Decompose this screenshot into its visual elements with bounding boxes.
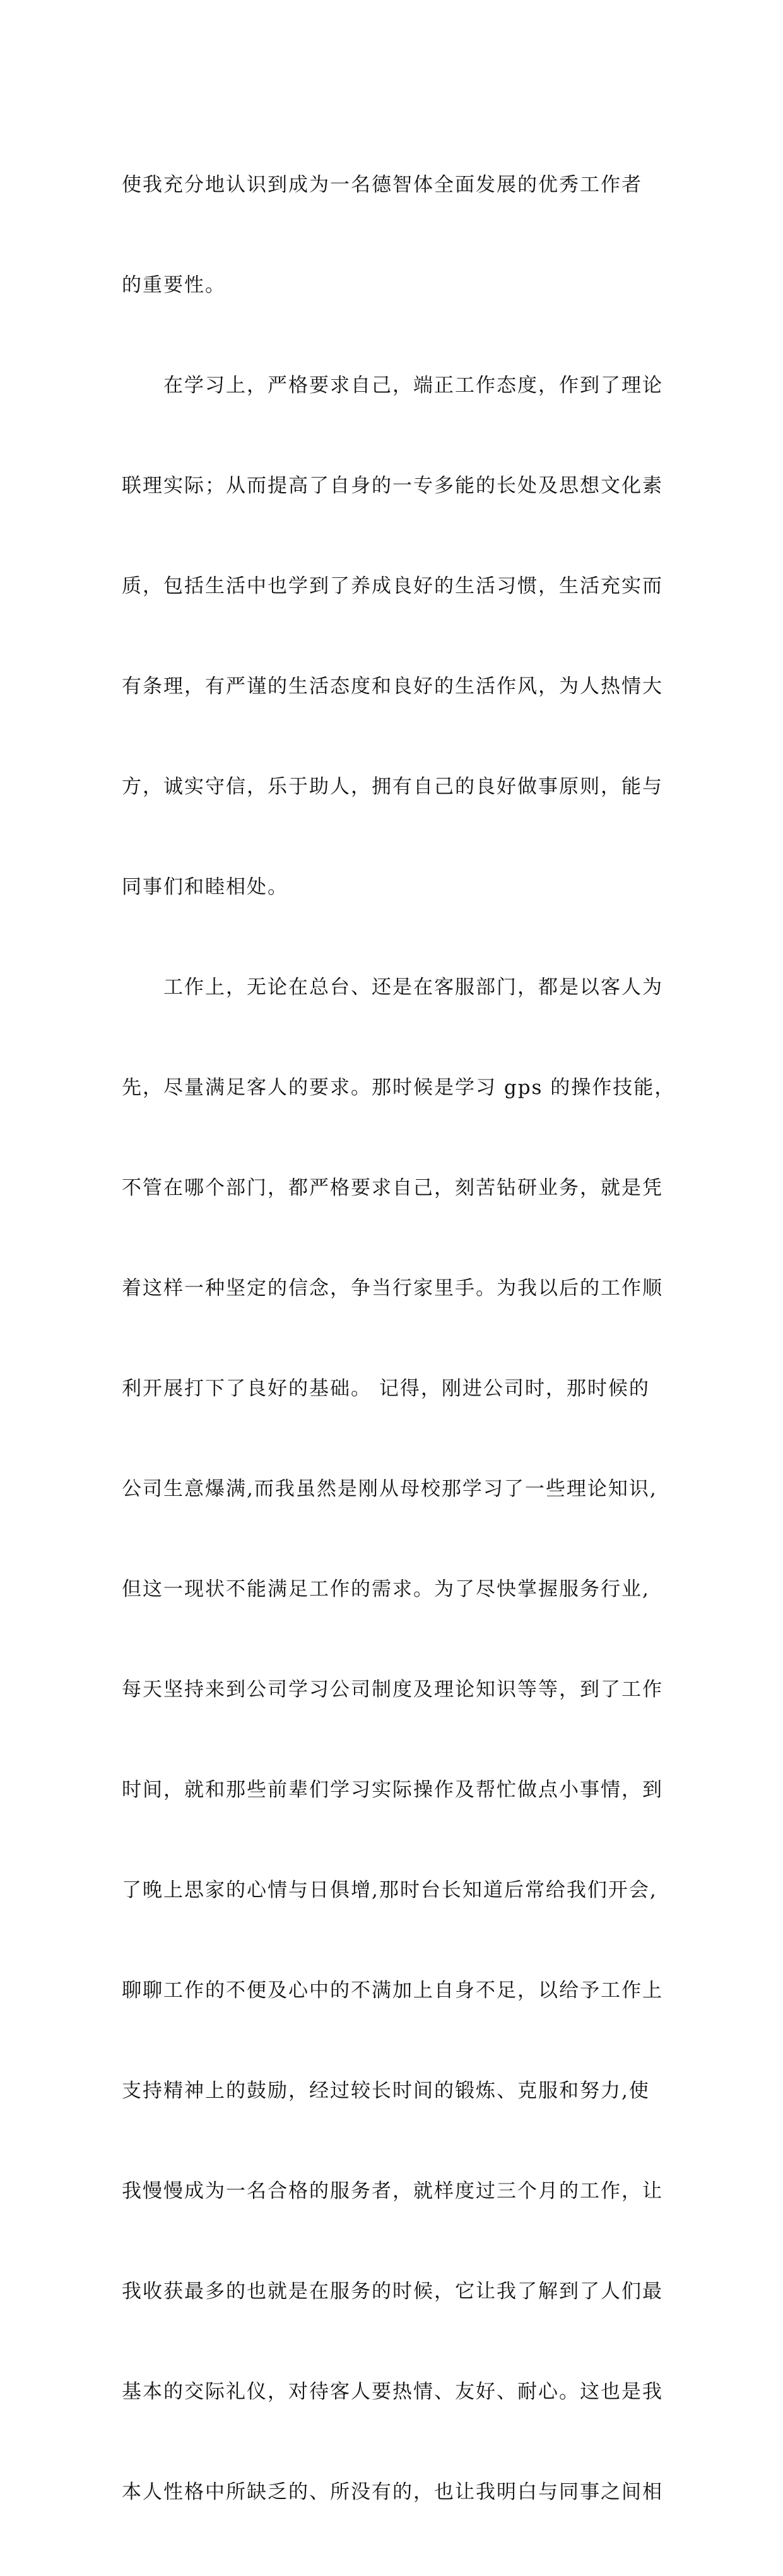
text-line: 质，包括生活中也学到了养成良好的生活习惯，生活充实而 <box>122 575 663 597</box>
text-line: 每天坚持来到公司学习公司制度及理论知识等等，到了工作 <box>122 1678 663 1701</box>
text-line: 本人性格中所缺乏的、所没有的，也让我明白与同事之间相 <box>122 2481 663 2503</box>
text-line: 先，尽量满足客人的要求。那时候是学习 gps 的操作技能， <box>122 1076 676 1099</box>
text-line: 了晚上思家的心情与日俱增,那时台长知道后常给我们开会, <box>122 1879 657 1902</box>
text-line: 的重要性。 <box>122 274 226 297</box>
document-body <box>122 102 676 2576</box>
text-line: 使我充分地认识到成为一名德智体全面发展的优秀工作者 <box>122 173 642 196</box>
text-line: 我慢慢成为一名合格的服务者，就样度过三个月的工作，让 <box>122 2180 663 2203</box>
text-line: 在学习上，严格要求自己，端正工作态度，作到了理论 <box>122 374 663 397</box>
text-line: 基本的交际礼仪，对待客人要热情、友好、耐心。这也是我 <box>122 2380 663 2403</box>
text-line: 我收获最多的也就是在服务的时候，它让我了解到了人们最 <box>122 2280 663 2303</box>
text-line: 有条理，有严谨的生活态度和良好的生活作风，为人热情大 <box>122 675 663 698</box>
text-line: 但这一现状不能满足工作的需求。为了尽快掌握服务行业, <box>122 1578 650 1601</box>
text-line: 同事们和睦相处。 <box>122 876 288 898</box>
text-line: 工作上，无论在总台、还是在客服部门，都是以客人为 <box>122 976 663 999</box>
text-line: 着这样一种坚定的信念，争当行家里手。为我以后的工作顺 <box>122 1277 663 1300</box>
text-line: 不管在哪个部门，都严格要求自己，刻苦钻研业务，就是凭 <box>122 1177 663 1199</box>
text-line: 利开展打下了良好的基础。 记得，刚进公司时，那时候的 <box>122 1377 650 1400</box>
text-line: 时间，就和那些前辈们学习实际操作及帮忙做点小事情，到 <box>122 1779 663 1801</box>
text-line: 公司生意爆满,而我虽然是刚从母校那学习了一些理论知识, <box>122 1478 657 1500</box>
text-line: 方，诚实守信，乐于助人，拥有自己的良好做事原则，能与 <box>122 775 663 798</box>
text-line: 联理实际；从而提高了自身的一专多能的长处及思想文化素 <box>122 474 663 497</box>
text-line: 聊聊工作的不便及心中的不满加上自身不足，以给予工作上 <box>122 1979 663 2002</box>
text-line: 支持精神上的鼓励，经过较长时间的锻炼、克服和努力,使 <box>122 2079 650 2102</box>
